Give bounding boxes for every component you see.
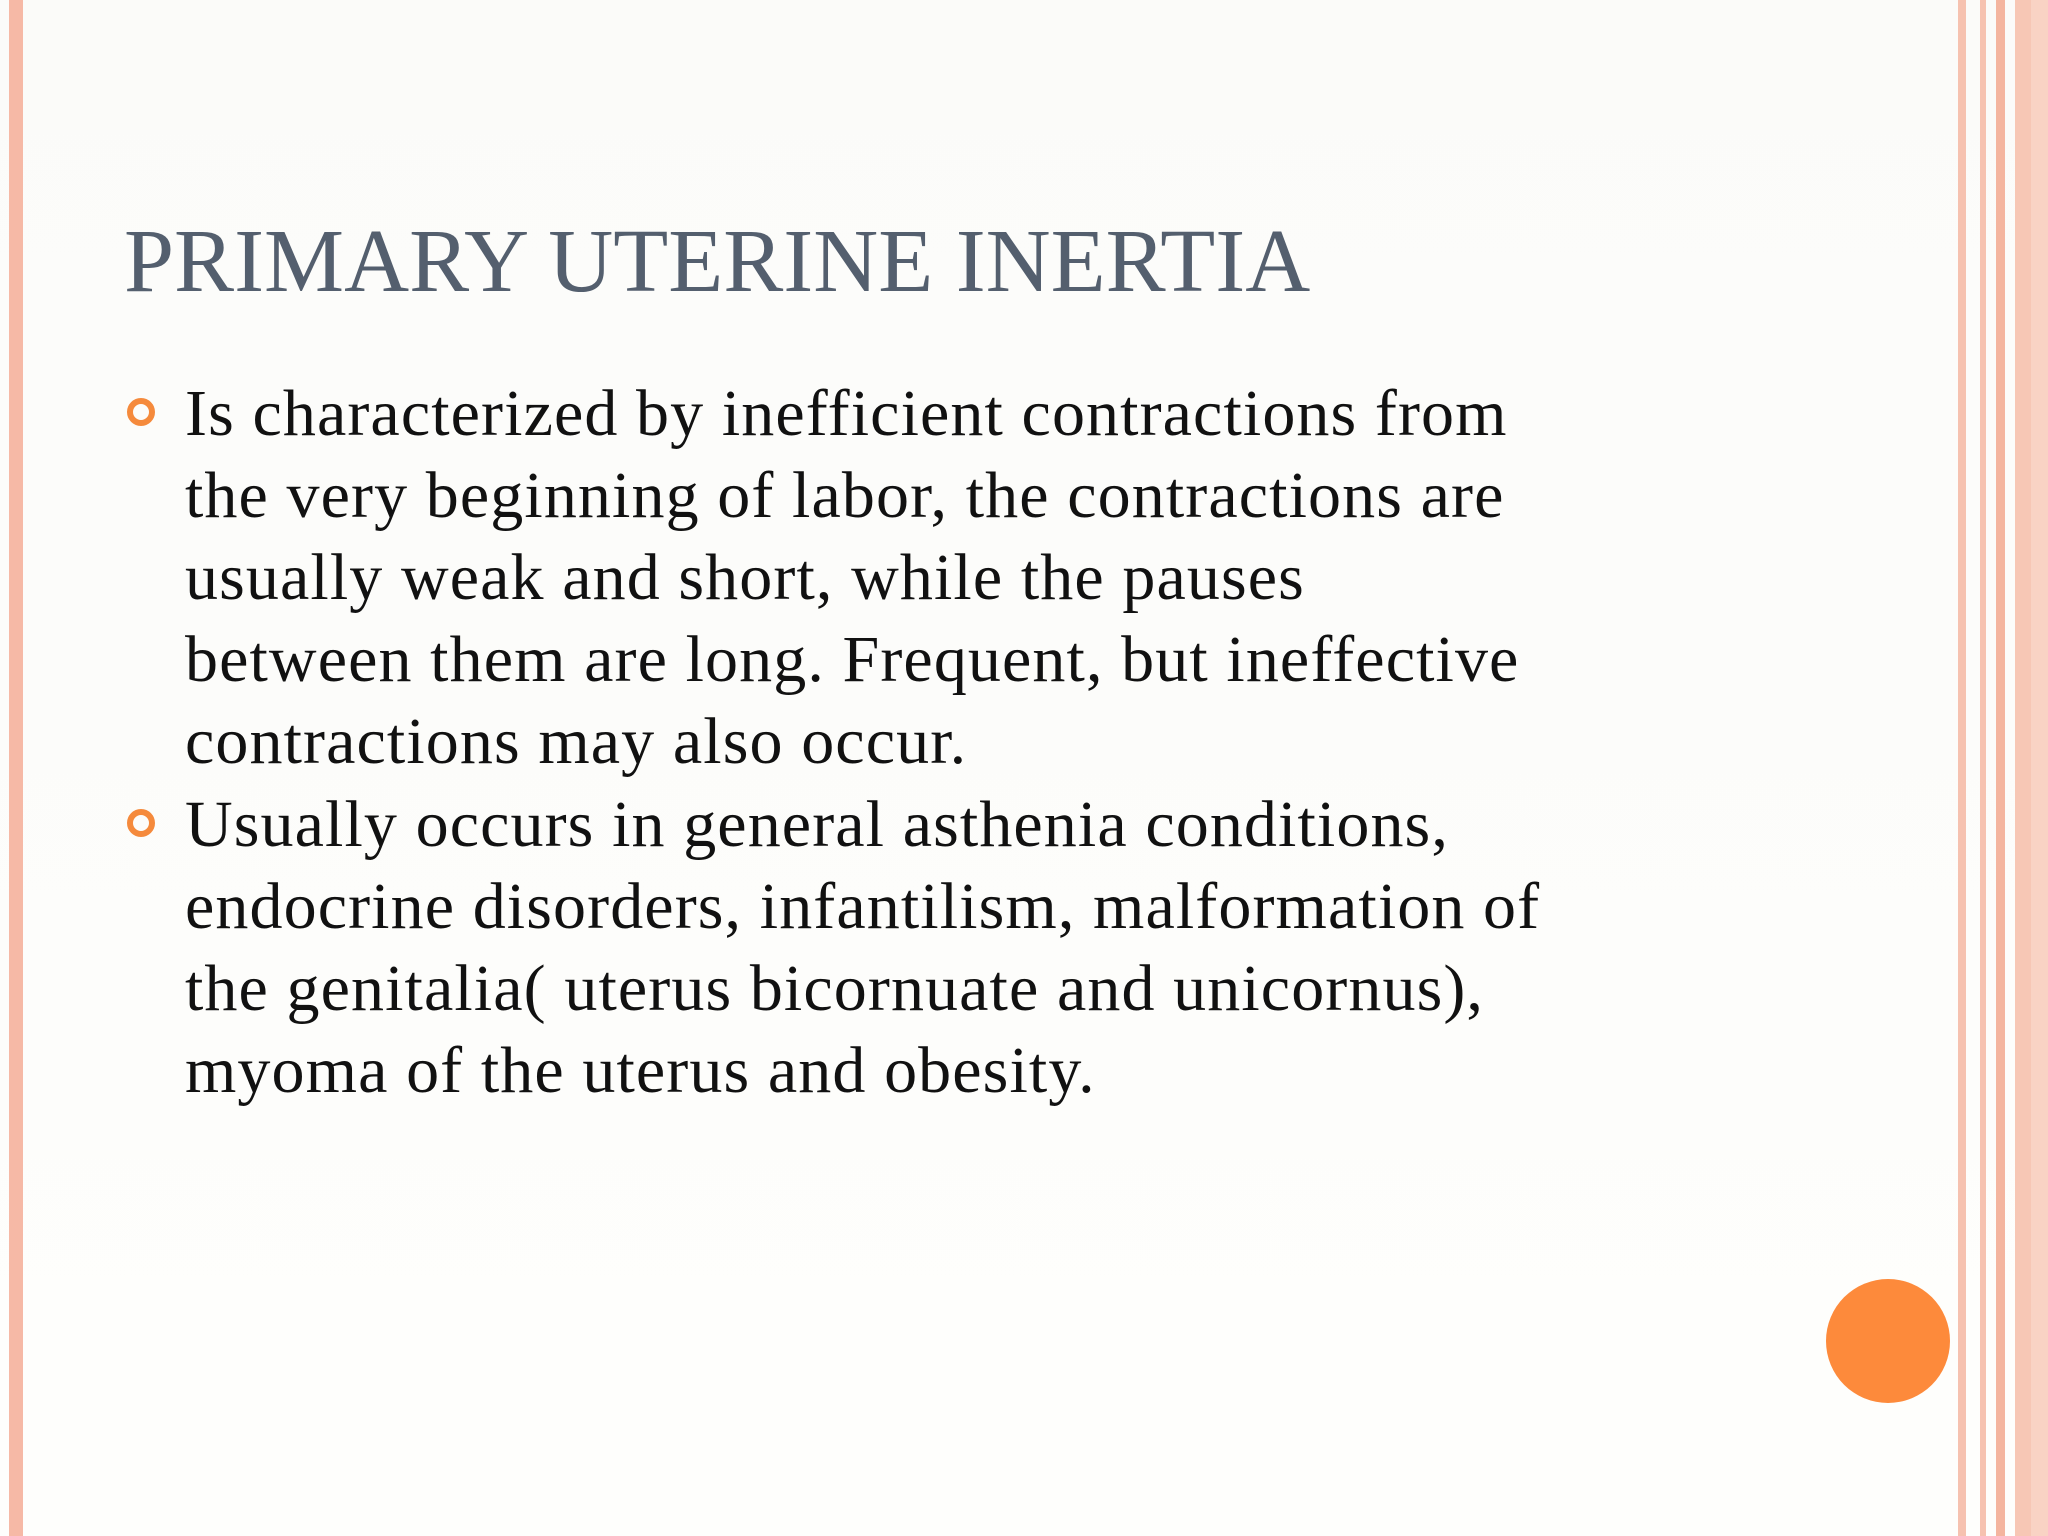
orange-circle-decoration bbox=[1826, 1279, 1950, 1403]
slide-title: PRIMARY UTERINE INERTIA bbox=[124, 212, 1311, 311]
bullet-line: contractions may also occur. bbox=[185, 705, 968, 778]
bullet-line: the genitalia( uterus bicornuate and unicornus), bbox=[185, 952, 1485, 1025]
ring-bullet-icon bbox=[127, 809, 155, 837]
right-frame-stripe-1 bbox=[1958, 0, 1966, 1536]
left-frame-stripe bbox=[9, 0, 23, 1536]
bullet-line: Is characterized by inefficient contractions from bbox=[185, 377, 1508, 450]
right-frame-stripe-5 bbox=[2031, 0, 2048, 1536]
bullet-line: Usually occurs in general asthenia conditions, bbox=[185, 788, 1449, 861]
bullet-item bbox=[124, 373, 1764, 783]
ring-bullet-icon bbox=[127, 398, 155, 426]
bullet-line: usually weak and short, while the pauses bbox=[185, 541, 1305, 614]
bullet-list bbox=[124, 373, 1764, 1113]
bullet-line: the very beginning of labor, the contractions are bbox=[185, 459, 1505, 532]
bullet-item bbox=[124, 784, 1764, 1112]
bullet-line: myoma of the uterus and obesity. bbox=[185, 1034, 1096, 1107]
bullet-line: between them are long. Frequent, but ineffective bbox=[185, 623, 1520, 696]
bullet-line: endocrine disorders, infantilism, malformation of bbox=[185, 870, 1541, 943]
right-frame-stripe-3 bbox=[1996, 0, 2005, 1536]
right-frame-stripe-2 bbox=[1980, 0, 1986, 1536]
